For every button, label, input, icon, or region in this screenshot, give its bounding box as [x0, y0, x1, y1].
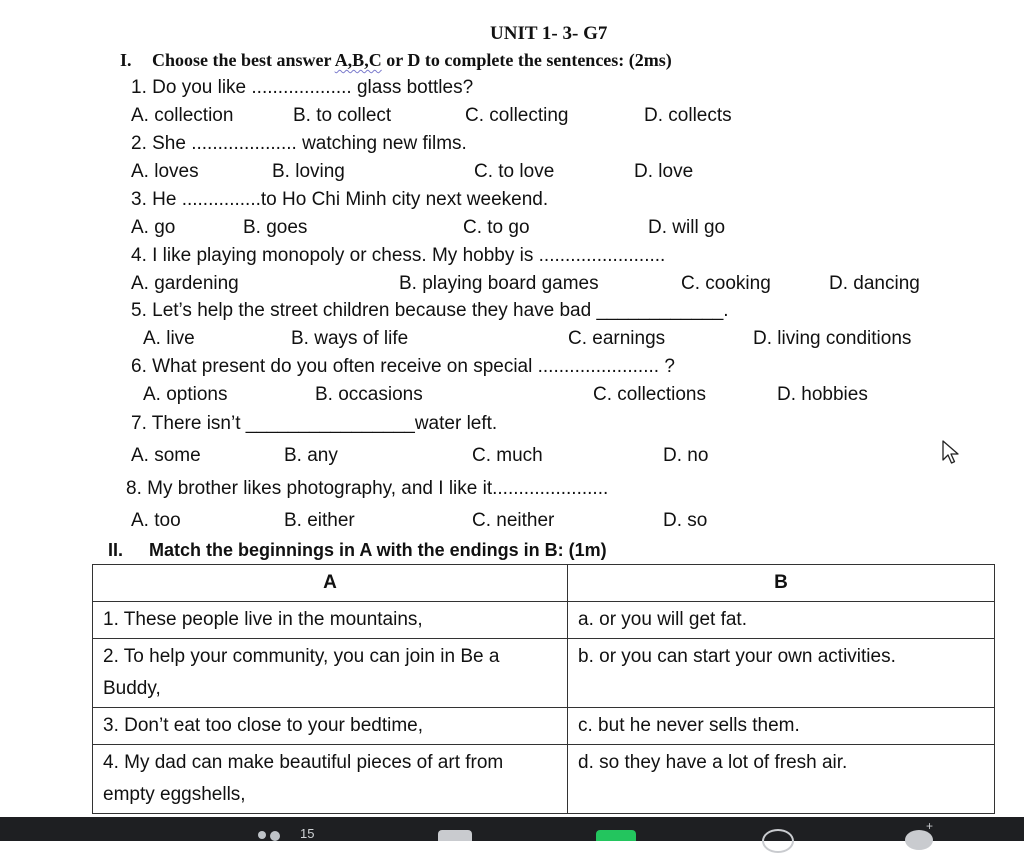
question-5: 5. Let’s help the street children because they have bad ____________. — [131, 300, 729, 321]
q6-option-b: B. occasions — [315, 384, 423, 405]
question-3: 3. He ...............to Ho Chi Minh city next weekend. — [131, 189, 549, 210]
mouse-cursor-icon — [942, 440, 960, 466]
q5-option-a: A. live — [143, 328, 195, 349]
q3-option-c: C. to go — [463, 217, 530, 238]
section2-heading — [108, 540, 607, 561]
q3-option-b: B. goes — [243, 217, 308, 238]
question-7: 7. There isn’t ________________water left. — [131, 413, 498, 434]
question-2: 2. She .................... watching new films. — [131, 133, 467, 154]
q5-option-c: C. earnings — [568, 328, 666, 349]
q2-option-d: D. love — [634, 161, 694, 182]
q7-option-d: D. no — [663, 445, 709, 466]
section1-heading-abc: A,B,C — [334, 50, 382, 70]
row-1-beginning: 1. These people live in the mountains, — [93, 602, 568, 639]
q4-option-d: D. dancing — [829, 273, 920, 294]
record-icon[interactable] — [762, 829, 794, 853]
row-3-beginning: 3. Don’t eat too close to your bedtime, — [93, 708, 568, 745]
q4-option-a: A. gardening — [131, 273, 239, 294]
q2-option-a: A. loves — [131, 161, 199, 182]
question-4: 4. I like playing monopoly or chess. My hobby is ........................ — [131, 245, 666, 266]
column-b-header: B — [568, 565, 995, 602]
q7-option-c: C. much — [472, 445, 543, 466]
participants-count: 15 — [300, 826, 315, 841]
q8-option-d: D. so — [663, 510, 708, 531]
question-1: 1. Do you like ................... glass bottles? — [131, 77, 474, 98]
page-title: UNIT 1- 3- G7 — [490, 23, 608, 44]
row-3-ending: c. but he never sells them. — [568, 708, 995, 745]
table-row — [93, 745, 995, 814]
add-icon: + — [926, 819, 934, 833]
q1-option-d: D. collects — [644, 105, 732, 126]
q7-option-a: A. some — [131, 445, 201, 466]
reactions-icon[interactable] — [905, 830, 933, 850]
q7-option-b: B. any — [284, 445, 338, 466]
row-4-ending: d. so they have a lot of fresh air. — [568, 745, 995, 814]
q1-option-b: B. to collect — [293, 105, 392, 126]
meeting-toolbar — [0, 817, 1024, 841]
table-row — [93, 639, 995, 708]
section1-heading-text: Choose the best answer — [152, 50, 335, 70]
q4-option-c: C. cooking — [681, 273, 771, 294]
q6-option-a: A. options — [143, 384, 228, 405]
q3-option-d: D. will go — [648, 217, 726, 238]
matching-table — [92, 564, 995, 814]
section1-heading — [120, 50, 672, 71]
section1-prefix: I. — [120, 50, 132, 70]
row-2-ending: b. or you can start your own activities. — [568, 639, 995, 708]
q3-option-a: A. go — [131, 217, 176, 238]
q5-option-b: B. ways of life — [291, 328, 409, 349]
section1-heading-rest: or D to complete the sentences: (2ms) — [381, 50, 672, 70]
chat-icon[interactable] — [438, 830, 472, 841]
share-screen-icon[interactable] — [596, 830, 636, 841]
q1-option-c: C. collecting — [465, 105, 569, 126]
q1-option-a: A. collection — [131, 105, 234, 126]
q2-option-c: C. to love — [474, 161, 555, 182]
row-1-ending: a. or you will get fat. — [568, 602, 995, 639]
table-row — [93, 602, 995, 639]
section2-heading-text: Match the beginnings in A with the endings in B: (1m) — [149, 540, 607, 560]
question-6: 6. What present do you often receive on special ....................... ? — [131, 356, 675, 377]
q6-option-c: C. collections — [593, 384, 706, 405]
row-2-beginning: 2. To help your community, you can join in Be a Buddy, — [93, 639, 568, 708]
participants-icon-2 — [270, 831, 280, 841]
row-4-beginning: 4. My dad can make beautiful pieces of art from empty eggshells, — [93, 745, 568, 814]
table-row — [93, 708, 995, 745]
q8-option-c: C. neither — [472, 510, 555, 531]
q4-option-b: B. playing board games — [399, 273, 599, 294]
section2-prefix: II. — [108, 540, 124, 560]
q6-option-d: D. hobbies — [777, 384, 868, 405]
q2-option-b: B. loving — [272, 161, 345, 182]
participants-icon[interactable] — [258, 831, 266, 839]
q5-option-d: D. living conditions — [753, 328, 912, 349]
q8-option-a: A. too — [131, 510, 181, 531]
column-a-header: A — [93, 565, 568, 602]
question-8: 8. My brother likes photography, and I like it...................... — [126, 478, 609, 499]
table-header-row — [93, 565, 995, 602]
q8-option-b: B. either — [284, 510, 355, 531]
